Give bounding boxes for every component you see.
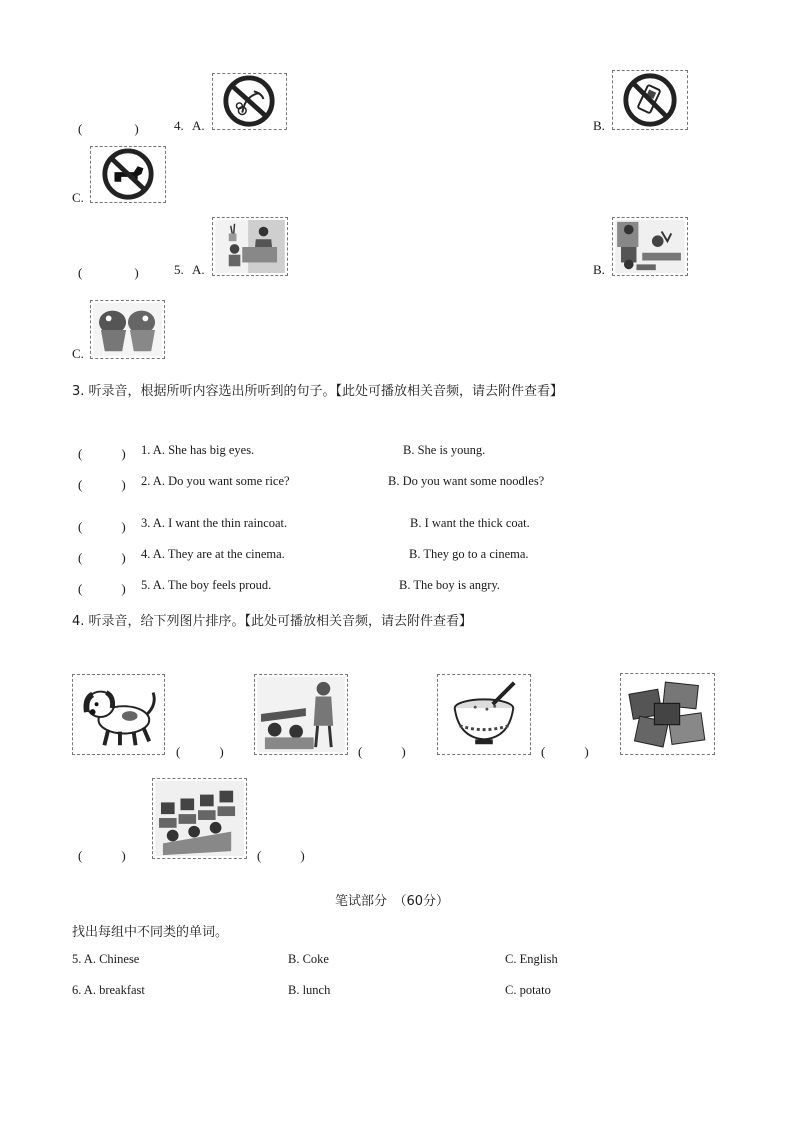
option-label-b: B.: [593, 262, 605, 277]
option-label-c: C.: [72, 346, 84, 361]
family-dinner-picture: [612, 217, 688, 276]
dog-picture: [72, 674, 165, 755]
answer-paren: ( ): [78, 581, 126, 596]
word-option-b: B. lunch: [288, 983, 331, 997]
word-option-b: B. Coke: [288, 952, 329, 966]
word-option-c: C. potato: [505, 983, 551, 997]
written-instruction: 找出每组中不同类的单词。: [72, 925, 229, 940]
option-label-b: B.: [593, 118, 605, 133]
option-a: 3. A. I want the thin raincoat.: [141, 516, 288, 530]
word-option-c: C. English: [505, 952, 558, 966]
answer-paren: ( ): [257, 848, 305, 863]
answer-paren: ( ): [78, 477, 126, 492]
answer-paren: ( ): [541, 744, 589, 759]
option-a: 4. A. They are at the cinema.: [141, 547, 285, 561]
classroom-picture: [254, 674, 348, 755]
word-option-a: 5. A. Chinese: [72, 952, 140, 966]
photos-picture: [620, 673, 715, 755]
answer-paren: ( ): [78, 550, 126, 565]
option-a: 2. A. Do you want some rice?: [141, 474, 290, 488]
kid-giving-flowers-picture: [212, 217, 288, 276]
answer-paren: ( ): [176, 744, 224, 759]
answer-paren: ( ): [78, 265, 139, 280]
answer-paren: ( ): [358, 744, 406, 759]
answer-paren: ( ): [78, 121, 139, 136]
written-section-title: 笔试部分 （60分）: [335, 894, 450, 909]
option-b: B. Do you want some noodles?: [388, 474, 545, 488]
answer-paren: ( ): [78, 519, 126, 534]
option-label-a: A.: [192, 262, 205, 277]
answer-paren: ( ): [78, 446, 126, 461]
lion-dance-picture: [90, 300, 165, 359]
option-b: B. They go to a cinema.: [409, 547, 529, 561]
option-a: 1. A. She has big eyes.: [141, 443, 255, 457]
computer-room-picture: [152, 778, 247, 859]
answer-paren: ( ): [78, 848, 126, 863]
option-b: B. She is young.: [403, 443, 486, 457]
option-label-a: A.: [192, 118, 205, 133]
question-number: 4.: [174, 118, 184, 133]
question-number: 5.: [174, 262, 184, 277]
no-dogs-icon: [90, 146, 166, 203]
no-picking-flowers-icon: [212, 73, 287, 130]
no-phone-icon: [612, 70, 688, 130]
option-a: 5. A. The boy feels proud.: [141, 578, 272, 592]
option-b: B. I want the thick coat.: [410, 516, 530, 530]
word-option-a: 6. A. breakfast: [72, 983, 145, 997]
option-label-c: C.: [72, 190, 84, 205]
section-heading: 4. 听录音，给下列图片排序。【此处可播放相关音频，请去附件查看】: [72, 614, 473, 629]
option-b: B. The boy is angry.: [399, 578, 501, 592]
bowl-of-porridge-picture: [437, 674, 531, 755]
section-heading: 3. 听录音，根据所听内容选出所听到的句子。【此处可播放相关音频，请去附件查看】: [72, 384, 564, 399]
